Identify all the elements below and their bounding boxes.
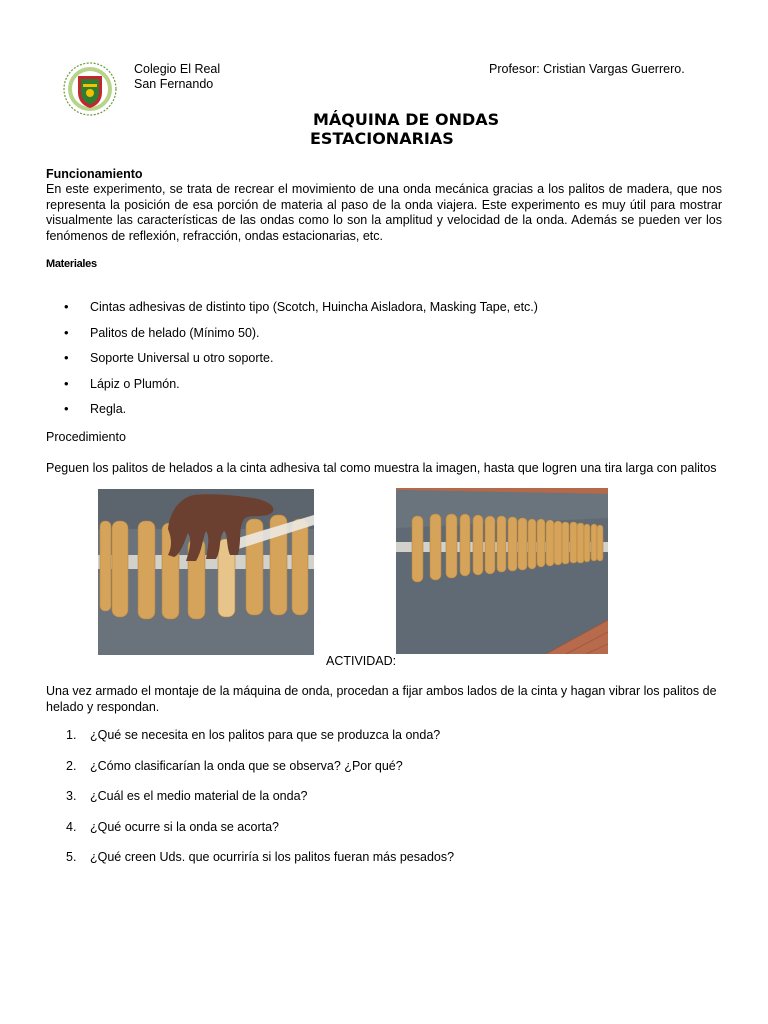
list-item: • Lápiz o Plumón. <box>64 375 538 401</box>
teacher-name: Profesor: Cristian Vargas Guerrero. <box>489 62 685 76</box>
page-title-line1: MÁQUINA DE ONDAS <box>313 110 500 129</box>
list-item: 1. ¿Qué se necesita en los palitos para que se produzca la onda? <box>66 728 441 742</box>
list-item: 5. ¿Qué creen Uds. que ocurriría si los palitos fueran más pesados? <box>66 850 455 864</box>
school-crest-icon <box>60 62 120 116</box>
list-item: 3. ¿Cuál es el medio material de la onda? <box>66 789 308 803</box>
photo-strip-of-sticks <box>396 488 608 654</box>
list-item: • Soporte Universal u otro soporte. <box>64 349 538 375</box>
procedimiento-heading: Procedimiento <box>46 430 126 444</box>
materiales-heading: Materiales <box>46 258 97 270</box>
school-name: Colegio El Real <box>134 62 221 76</box>
funcionamiento-heading: Funcionamiento <box>46 167 143 181</box>
questions-list <box>66 726 454 879</box>
funcionamiento-text: En este experimento, se trata de recrear el movimiento de una onda mecánica gracias a los palitos de madera, que nos representa la posición de esa porción de materia al paso de la onda viajera. Este experimento es muy útil para mostrar visualmente las características de las ondas como lo son la amplitud y velocidad de la onda. Además se pueden ver los fenómenos de reflexión, refracción, ondas estacionarias, etc. <box>46 182 722 243</box>
list-item: 4. ¿Qué ocurre si la onda se acorta? <box>66 819 279 834</box>
materials-list <box>64 298 538 426</box>
list-item: • Cintas adhesivas de distinto tipo (Scotch, Huincha Aisladora, Masking Tape, etc.) <box>64 298 538 324</box>
page-title-line2: ESTACIONARIAS <box>310 129 454 148</box>
procedimiento-text: Peguen los palitos de helados a la cinta adhesiva tal como muestra la imagen, hasta que logren una tira larga con palitos <box>46 461 717 475</box>
school-location: San Fernando <box>134 77 214 91</box>
actividad-intro: Una vez armado el montaje de la máquina de onda, procedan a fijar ambos lados de la cinta y hagan vibrar los palitos de helado y respondan. <box>46 684 717 714</box>
list-item: 2. ¿Cómo clasificarían la onda que se observa? ¿Por qué? <box>66 758 403 773</box>
actividad-heading: ACTIVIDAD: <box>326 654 397 668</box>
list-item: • Regla. <box>64 400 538 426</box>
list-item: • Palitos de helado (Mínimo 50). <box>64 324 538 350</box>
photo-taping-sticks <box>98 489 314 655</box>
